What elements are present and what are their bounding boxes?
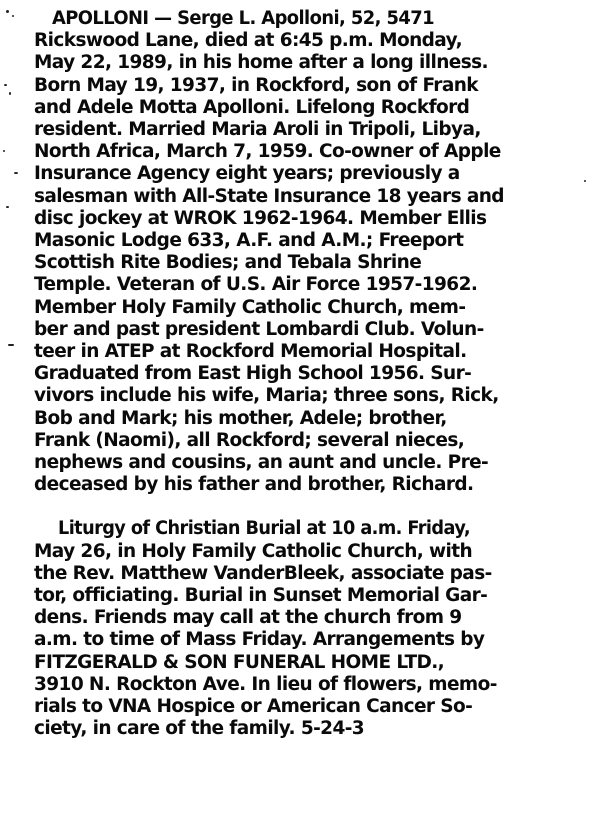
obituary-line: rials to VNA Hospice or American Cancer So- — [34, 696, 473, 717]
obituary-line: disc jockey at WROK 1962-1964. Member Ellis — [34, 207, 487, 229]
scan-speck — [4, 84, 7, 86]
obituary-line: dens. Friends may call at the church from 9 — [34, 607, 462, 629]
scan-speck — [8, 344, 14, 346]
obituary-line: APOLLONI — Serge L. Apolloni, 52, 5471 — [52, 8, 434, 29]
obituary-line: and Adele Motta Apolloni. Lifelong Rockford — [34, 96, 470, 118]
scan-speck — [6, 10, 9, 13]
scan-speck — [6, 206, 9, 208]
obituary-line: May 26, in Holy Family Catholic Church, with — [34, 540, 473, 562]
obituary-line: 3910 N. Rockton Ave. In lieu of flowers, memo- — [34, 673, 497, 695]
scan-speck — [14, 172, 18, 174]
obituary-line: Masonic Lodge 633, A.F. and A.M.; Freeport — [34, 230, 464, 251]
scan-speck — [3, 150, 5, 152]
scan-speck — [12, 15, 14, 17]
obituary-line: deceased by his father and brother, Richard. — [34, 474, 474, 496]
obituary-line: teer in ATEP at Rockford Memorial Hospital. — [34, 341, 467, 362]
obituary-line: the Rev. Matthew VanderBleek, associate pas- — [34, 562, 492, 584]
obituary-line: FITZGERALD & SON FUNERAL HOME LTD., — [34, 651, 445, 673]
obituary-line: Rickswood Lane, died at 6:45 p.m. Monday, — [34, 30, 463, 52]
obituary-line: a.m. to time of Mass Friday. Arrangements by — [34, 629, 485, 651]
obituary-line: ciety, in care of the family. 5-24-3 — [34, 718, 365, 740]
scan-speck — [584, 180, 586, 182]
obituary-line: vivors include his wife, Maria; three sons, Rick, — [34, 385, 499, 407]
obituary-line: Graduated from East High School 1956. Sur- — [34, 363, 472, 385]
obituary-line: Bob and Mark; his mother, Adele; brother, — [34, 407, 447, 429]
obituary-line: salesman with All-State Insurance 18 years and — [34, 185, 504, 207]
obituary-line: Liturgy of Christian Burial at 10 a.m. Friday, — [58, 518, 471, 540]
obituary-line: Member Holy Family Catholic Church, mem- — [34, 296, 466, 318]
obituary-line: Insurance Agency eight years; previously a — [34, 163, 460, 185]
obituary-line: nephews and cousins, an aunt and uncle. Pre- — [34, 452, 489, 473]
obituary-line: tor, officiating. Burial in Sunset Memorial Gar- — [34, 585, 488, 606]
obituary-line: May 22, 1989, in his home after a long illness. — [34, 52, 488, 74]
obituary-line: ber and past president Lombardi Club. Volun- — [34, 318, 484, 340]
obituary-line: North Africa, March 7, 1959. Co-owner of Apple — [34, 141, 501, 163]
obituary-line: Born May 19, 1937, in Rockford, son of Frank — [34, 74, 478, 96]
obituary-line: Scottish Rite Bodies; and Tebala Shrine — [34, 252, 422, 274]
obituary-line: resident. Married Maria Aroli in Tripoli, Libya, — [34, 119, 481, 140]
obituary-line: Temple. Veteran of U.S. Air Force 1957-1962. — [34, 274, 478, 296]
scan-speck — [9, 92, 11, 95]
obituary-line: Frank (Naomi), all Rockford; several nieces, — [34, 429, 465, 451]
